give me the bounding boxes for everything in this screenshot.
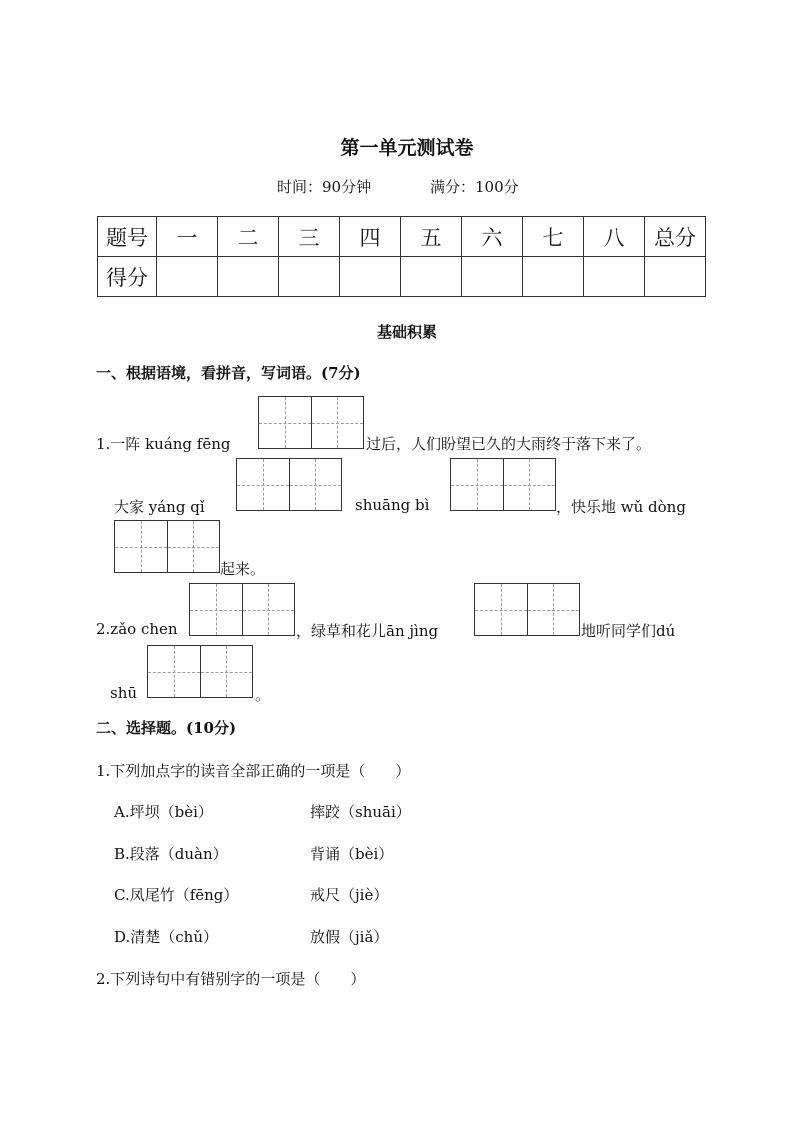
- score-cell: 六: [462, 217, 523, 257]
- writing-cell: [311, 397, 364, 448]
- q1-item1-text: 1.一阵 kuáng fēng: [96, 435, 231, 453]
- q1-item1-text: ，快乐地 wǔ dòng: [556, 498, 686, 516]
- writing-cell: [527, 584, 580, 635]
- time-label: 时间：90分钟: [277, 178, 372, 196]
- writing-grid[interactable]: [114, 520, 220, 573]
- q1-item1-text: 过后，人们盼望已久的大雨终于落下来了。: [366, 435, 652, 453]
- q2-item1-text: 1.下列加点字的读音全部正确的一项是（ ）: [96, 762, 411, 780]
- score-cell: 二: [218, 217, 279, 257]
- score-table-header-row: [98, 217, 706, 257]
- q1-heading: 一、根据语境，看拼音，写词语。(7分): [96, 364, 361, 382]
- writing-cell: [148, 646, 200, 697]
- score-cell: 四: [340, 217, 401, 257]
- page-title: 第一单元测试卷: [340, 137, 474, 159]
- q1-item2-text: shū: [110, 684, 138, 702]
- q1-item2-text: 地听同学们dú: [581, 622, 676, 640]
- score-input-cell[interactable]: [279, 257, 340, 297]
- option-d-left: D.清楚（chǔ）: [114, 928, 218, 946]
- score-input-cell[interactable]: [462, 257, 523, 297]
- score-input-cell[interactable]: [157, 257, 218, 297]
- score-table: [97, 216, 706, 297]
- score-cell: 总分: [645, 217, 706, 257]
- writing-cell: [242, 584, 295, 635]
- option-a-right: 摔跤（shuāi）: [310, 803, 411, 821]
- q1-item1-text: shuāng bì: [355, 496, 430, 514]
- writing-cell: [475, 584, 527, 635]
- writing-cell: [237, 459, 289, 510]
- section-heading-basic: 基础积累: [376, 323, 437, 341]
- score-input-cell[interactable]: [401, 257, 462, 297]
- option-d-right: 放假（jiǎ）: [310, 928, 389, 946]
- score-input-cell[interactable]: [218, 257, 279, 297]
- score-cell: 题号: [98, 217, 157, 257]
- writing-grid[interactable]: [474, 583, 580, 636]
- option-a-left: A.坪坝（bèi）: [114, 803, 213, 821]
- option-b-left: B.段落（duàn）: [114, 845, 228, 863]
- score-input-cell[interactable]: [523, 257, 584, 297]
- score-table-score-row: [98, 257, 706, 297]
- writing-grid[interactable]: [236, 458, 342, 511]
- writing-grid[interactable]: [258, 396, 364, 449]
- q1-item1-text: 大家 yáng qǐ: [114, 498, 205, 516]
- q2-item2-text: 2.下列诗句中有错别字的一项是（ ）: [96, 970, 366, 988]
- writing-cell: [503, 459, 556, 510]
- q2-heading: 二、选择题。(10分): [96, 719, 237, 737]
- full-score-label: 满分：100分: [430, 178, 519, 196]
- writing-grid[interactable]: [189, 583, 295, 636]
- score-input-cell[interactable]: [584, 257, 645, 297]
- writing-cell: [190, 584, 242, 635]
- score-cell: 七: [523, 217, 584, 257]
- score-input-cell[interactable]: [645, 257, 706, 297]
- q1-item2-text: 。: [255, 686, 271, 704]
- option-c-right: 戒尺（jiè）: [310, 886, 389, 904]
- score-cell: 八: [584, 217, 645, 257]
- writing-cell: [200, 646, 253, 697]
- score-input-cell[interactable]: [340, 257, 401, 297]
- option-b-right: 背诵（bèi）: [310, 845, 394, 863]
- option-c-left: C.凤尾竹（fēng）: [114, 886, 239, 904]
- writing-cell: [451, 459, 503, 510]
- score-cell: 得分: [98, 257, 157, 297]
- writing-grid[interactable]: [450, 458, 556, 511]
- writing-cell: [289, 459, 342, 510]
- score-cell: 三: [279, 217, 340, 257]
- writing-grid[interactable]: [147, 645, 253, 698]
- writing-cell: [115, 521, 167, 572]
- writing-cell: [167, 521, 220, 572]
- score-cell: 五: [401, 217, 462, 257]
- q1-item1-text: 起来。: [220, 560, 266, 578]
- q1-item2-text: ，绿草和花儿ān jìng: [296, 622, 439, 640]
- writing-cell: [259, 397, 311, 448]
- q1-item2-text: 2.zǎo chen: [96, 620, 178, 638]
- score-cell: 一: [157, 217, 218, 257]
